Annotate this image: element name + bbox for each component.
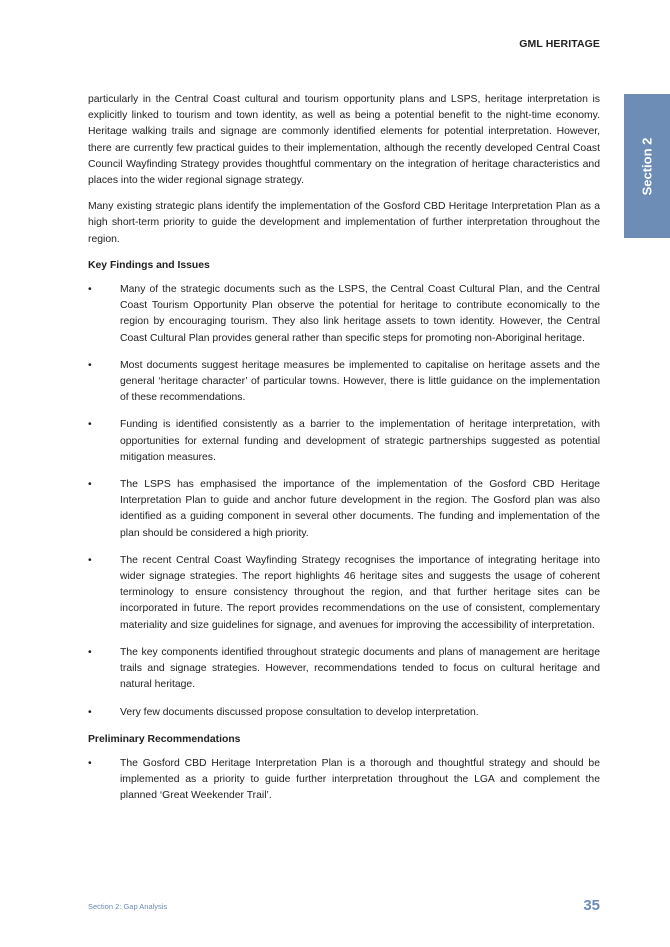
section-tab-label: Section 2	[639, 137, 655, 195]
list-item	[88, 756, 600, 805]
bullet-icon: •	[88, 706, 92, 718]
footer-section-label: Section 2: Gap Analysis	[88, 902, 168, 911]
list-item	[88, 553, 600, 634]
bullet-icon: •	[88, 479, 92, 491]
bullet-icon: •	[88, 284, 92, 296]
list-item	[88, 645, 600, 694]
bullet-icon: •	[88, 554, 92, 566]
list-item	[88, 477, 600, 542]
list-item	[88, 417, 600, 466]
list-item-text: The recent Central Coast Wayfinding Strategy recognises the importance of integrating heritage into wider signage strategies. The report highlights 46 heritage sites and suggests the usage of coherent terminology to ensure consistency throughout the region, and that further heritage sites can be incorporated in future. The report provides recommendations on the use of consistent, complementary materiality and size guidelines for signage, and avenues for improving the accessibility of interpretation.	[120, 554, 600, 631]
key-findings-list	[88, 282, 600, 721]
section-tab	[624, 94, 670, 238]
document-header: GML HERITAGE	[519, 38, 600, 50]
list-item	[88, 705, 600, 721]
page-number: 35	[583, 897, 600, 914]
list-item-text: The Gosford CBD Heritage Interpretation Plan is a thorough and thoughtful strategy and should be implemented as a priority to guide further interpretation throughout the LGA and complement the planned ‘Great Weekender Trail’.	[120, 757, 600, 802]
list-item	[88, 358, 600, 407]
list-item-text: The key components identified throughout strategic documents and plans of management are heritage trails and signage strategies. However, recommendations tended to focus on cultural heritage and natural heritage.	[120, 646, 600, 691]
bullet-icon: •	[88, 419, 92, 431]
list-item-text: Most documents suggest heritage measures be implemented to capitalise on heritage assets and the general ‘heritage character’ of particular towns. However, there is little guidance on the implementation of these recommendations.	[120, 359, 600, 404]
list-item-text: Very few documents discussed propose consultation to develop interpretation.	[120, 706, 479, 718]
list-item-text: Funding is identified consistently as a barrier to the implementation of heritage interpretation, with opportunities for external funding and development of strategic partnerships suggested as potential mitigation measures.	[120, 419, 600, 463]
list-item	[88, 282, 600, 347]
list-item-text: The LSPS has emphasised the importance of the implementation of the Gosford CBD Heritage Interpretation Plan to guide and anchor future development in the region. The Gosford plan was also identified as a guiding component in several other documents. The funding and implementation of the plan should be considered a high priority.	[120, 479, 600, 539]
bullet-icon: •	[88, 757, 92, 769]
bullet-icon: •	[88, 646, 92, 658]
preliminary-recommendations-list	[88, 756, 600, 805]
preliminary-recommendations-heading: Preliminary Recommendations	[88, 733, 241, 745]
bullet-icon: •	[88, 359, 92, 371]
intro-paragraph: particularly in the Central Coast cultural and tourism opportunity plans and LSPS, heritage interpretation is explicitly linked to tourism and town identity, as well as being a potential benefit to the night-time economy. Heritage walking trails and signage are commonly identified elements for potential interpretation. However, there are currently few practical guides to their implementation, although the recently developed Central Coast Council Wayfinding Strategy provides thoughtful commentary on the integration of heritage characteristics and places into the wider regional signage strategy.	[88, 94, 600, 187]
strategic-plans-paragraph: Many existing strategic plans identify the implementation of the Gosford CBD Heritage Interpretation Plan as a high short-term priority to guide the development and implementation of further interpretation throughout the region.	[88, 201, 600, 245]
list-item-text: Many of the strategic documents such as the LSPS, the Central Coast Cultural Plan, and the Central Coast Tourism Opportunity Plan observe the potential for heritage to contribute economically to the region by encouraging tourism. They also link heritage assets to town identity. However, the Central Coast Cultural Plan provides general rather than specific steps for promoting non-Aboriginal heritage.	[120, 284, 600, 344]
key-findings-heading: Key Findings and Issues	[88, 259, 210, 271]
page-content	[88, 92, 600, 816]
